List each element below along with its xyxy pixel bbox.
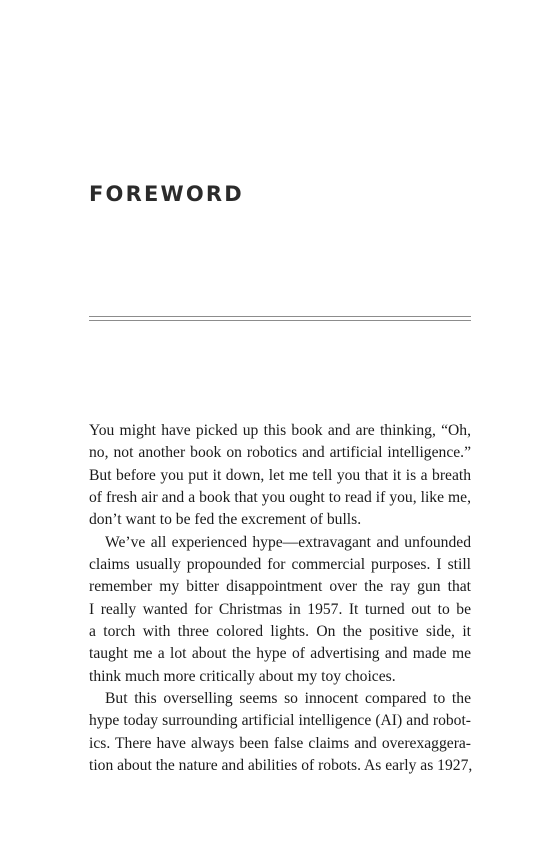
text-line: But before you put it down, let me tell you that it is a breath — [89, 466, 471, 484]
title-divider — [89, 316, 471, 321]
chapter-title: FOREWORD — [89, 182, 244, 206]
text-line: I really wanted for Christmas in 1957. It turned out to be — [89, 600, 471, 618]
paragraph-2 — [89, 532, 471, 688]
text-line: remember my bitter disappointment over the ray gun that — [89, 578, 471, 596]
paragraph-3 — [89, 688, 471, 777]
text-line: no, not another book on robotics and artificial intelligence.” — [89, 444, 471, 462]
text-line: don’t want to be fed the excrement of bulls. — [89, 511, 362, 529]
text-line: ics. There have always been false claims and overexaggera- — [89, 734, 471, 752]
text-line: a torch with three colored lights. On the positive side, it — [89, 623, 471, 641]
text-line: claims usually propounded for commercial purposes. I still — [89, 556, 471, 574]
text-line: We’ve all experienced hype—extravagant and unfounded — [105, 533, 471, 551]
text-line: taught me a lot about the hype of advertising and made me — [89, 645, 471, 663]
body-text — [89, 420, 471, 778]
text-line: You might have picked up this book and are thinking, “Oh, — [89, 422, 471, 439]
paragraph-1 — [89, 420, 471, 532]
text-line: think much more critically about my toy choices. — [89, 667, 396, 685]
text-line: of fresh air and a book that you ought to read if you, like me, — [89, 489, 471, 507]
text-line: tion about the nature and abilities of robots. As early as 1927, — [89, 757, 473, 775]
text-line: hype today surrounding artificial intelligence (AI) and robot- — [89, 712, 471, 730]
text-line: But this overselling seems so innocent compared to the — [105, 690, 471, 708]
